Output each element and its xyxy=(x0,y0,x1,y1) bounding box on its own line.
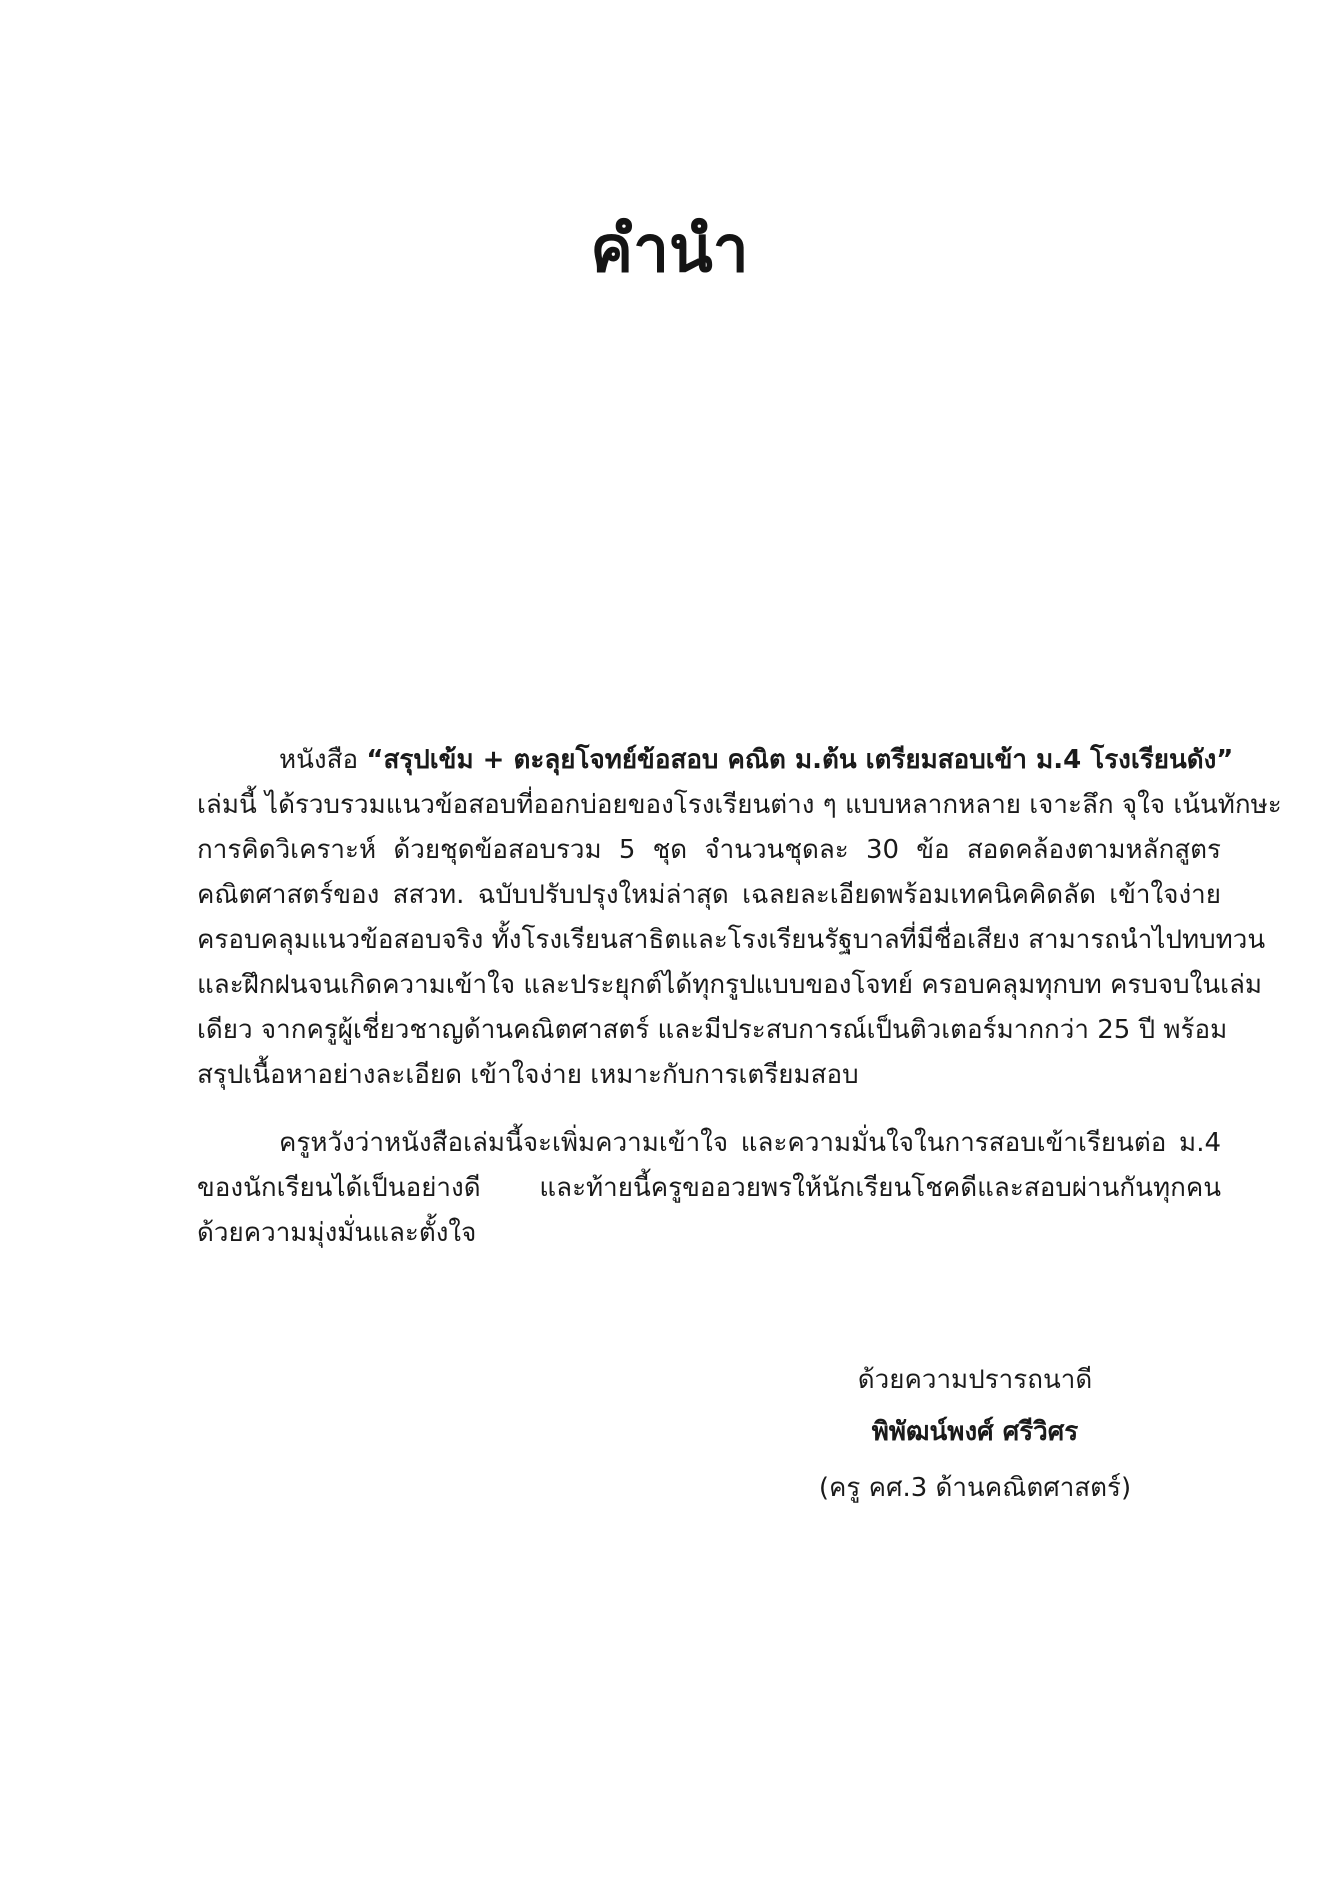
paragraph-1-line-2: เล่มนี้ ได้รวบรวมแนวข้อสอบที่ออกบ่อยของโรงเรียนต่าง ๆ แบบหลากหลาย เจาะลึก จุใจ เน้นทักษะ xyxy=(197,790,1282,820)
book-title: “สรุปเข้ม + ตะลุยโจทย์ข้อสอบ คณิต ม.ต้น เตรียมสอบเข้า ม.4 โรงเรียนดัง” xyxy=(366,745,1234,775)
paragraph-1-line-3: การคิดวิเคราะห์ ด้วยชุดข้อสอบรวม 5 ชุด จำนวนชุดละ 30 ข้อ สอดคล้องตามหลักสูตร xyxy=(197,835,1221,865)
paragraph-1-line-1 xyxy=(279,735,1234,785)
paragraph-2-line-1: ครูหวังว่าหนังสือเล่มนี้จะเพิ่มความเข้าใจ และความมั่นใจในการสอบเข้าเรียนต่อ ม.4 xyxy=(279,1128,1221,1158)
page-title: คำนำ xyxy=(590,213,749,287)
paragraph-1-line-4: คณิตศาสตร์ของ สสวท. ฉบับปรับปรุงใหม่ล่าสุด เฉลยละเอียดพร้อมเทคนิคคิดลัด เข้าใจง่าย xyxy=(197,880,1221,910)
paragraph-1-line-7: เดียว จากครูผู้เชี่ยวชาญด้านคณิตศาสตร์ และมีประสบการณ์เป็นติวเตอร์มากกว่า 25 ปี พร้อม xyxy=(197,1015,1228,1045)
closing-text: ด้วยความปรารถนาดี xyxy=(857,1365,1093,1395)
paragraph-1-line-5: ครอบคลุมแนวข้อสอบจริง ทั้งโรงเรียนสาธิตและโรงเรียนรัฐบาลที่มีชื่อเสียง สามารถนำไปทบทวน xyxy=(197,925,1266,955)
paragraph-1-line-6: และฝึกฝนจนเกิดความเข้าใจ และประยุกต์ได้ทุกรูปแบบของโจทย์ ครอบคลุมทุกบท ครบจบในเล่ม xyxy=(197,970,1263,1000)
author-name: พิพัฒน์พงศ์ ศรีวิศร xyxy=(871,1417,1079,1447)
author-title: (ครู คศ.3 ด้านคณิตศาสตร์) xyxy=(818,1473,1132,1503)
signature-block xyxy=(810,1355,1140,1513)
paragraph-2-line-3: ด้วยความมุ่งมั่นและตั้งใจ xyxy=(197,1218,477,1248)
paragraph-1-prefix: หนังสือ xyxy=(279,745,367,775)
paragraph-1-line-8: สรุปเนื้อหาอย่างละเอียด เข้าใจง่าย เหมาะกับการเตรียมสอบ xyxy=(197,1060,859,1090)
paragraph-2-line-2: ของนักเรียนได้เป็นอย่างดี และท้ายนี้ครูขออวยพรให้นักเรียนโชคดีและสอบผ่านกันทุกคน xyxy=(197,1173,1221,1203)
